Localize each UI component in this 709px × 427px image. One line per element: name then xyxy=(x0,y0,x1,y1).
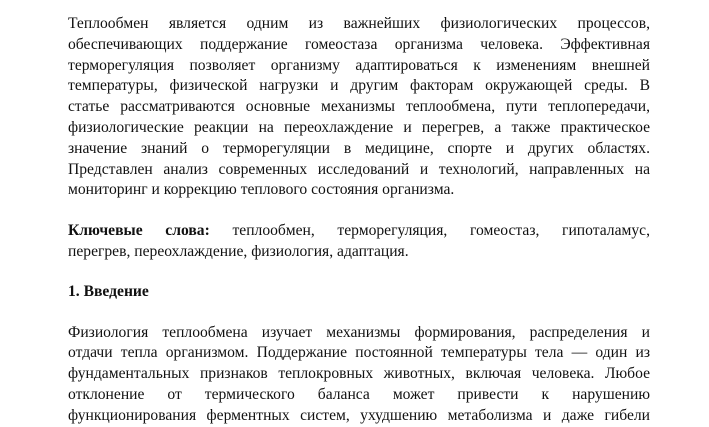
keywords-label: Ключевые слова: xyxy=(68,222,210,240)
intro-line: отдачи тепла организмом. Поддержание постоянной температуры тела — один из xyxy=(68,344,650,362)
abstract-line: статье рассматриваются основные механизмы теплообмена, пути теплопередачи, xyxy=(68,98,650,116)
abstract-line: Теплообмен является одним из важнейших физиологических процессов, xyxy=(68,15,650,32)
abstract-line: значение знаний о терморегуляции в медицине, спорте и других областях. xyxy=(68,139,650,157)
intro-paragraph xyxy=(68,323,650,427)
keywords-list: теплообмен, терморегуляция, гомеостаз, гипоталамус, xyxy=(209,222,650,240)
keywords-paragraph xyxy=(68,221,650,263)
abstract-line: Представлен анализ современных исследований и технологий, направленных на xyxy=(68,160,650,178)
abstract-line: обеспечивающих поддержание гомеостаза организма человека. Эффективная xyxy=(68,35,650,53)
keywords-line: перегрев, переохлаждение, физиология, адаптация. xyxy=(68,242,409,260)
section-heading: 1. Введение xyxy=(68,282,149,300)
abstract-paragraph xyxy=(68,14,650,201)
document-page xyxy=(68,14,650,427)
abstract-line: мониторинг и коррекцию теплового состояния организма. xyxy=(68,181,455,199)
abstract-line: терморегуляция позволяет организму адаптироваться к изменениям внешней xyxy=(68,56,650,74)
keywords-line xyxy=(68,221,650,242)
intro-line: Физиология теплообмена изучает механизмы формирования, распределения и xyxy=(68,323,650,341)
intro-line: фундаментальных признаков теплокровных животных, включая человека. Любое xyxy=(68,365,650,383)
intro-line: отклонение от термического баланса может привести к нарушению xyxy=(68,385,650,403)
abstract-line: физиологические реакции на переохлаждение и перегрев, а также практическое xyxy=(68,118,650,136)
abstract-line: температуры, физической нагрузки и другим факторам окружающей среды. В xyxy=(68,77,650,95)
intro-line: функционирования ферментных систем, ухудшению метаболизма и даже гибели xyxy=(68,406,650,424)
